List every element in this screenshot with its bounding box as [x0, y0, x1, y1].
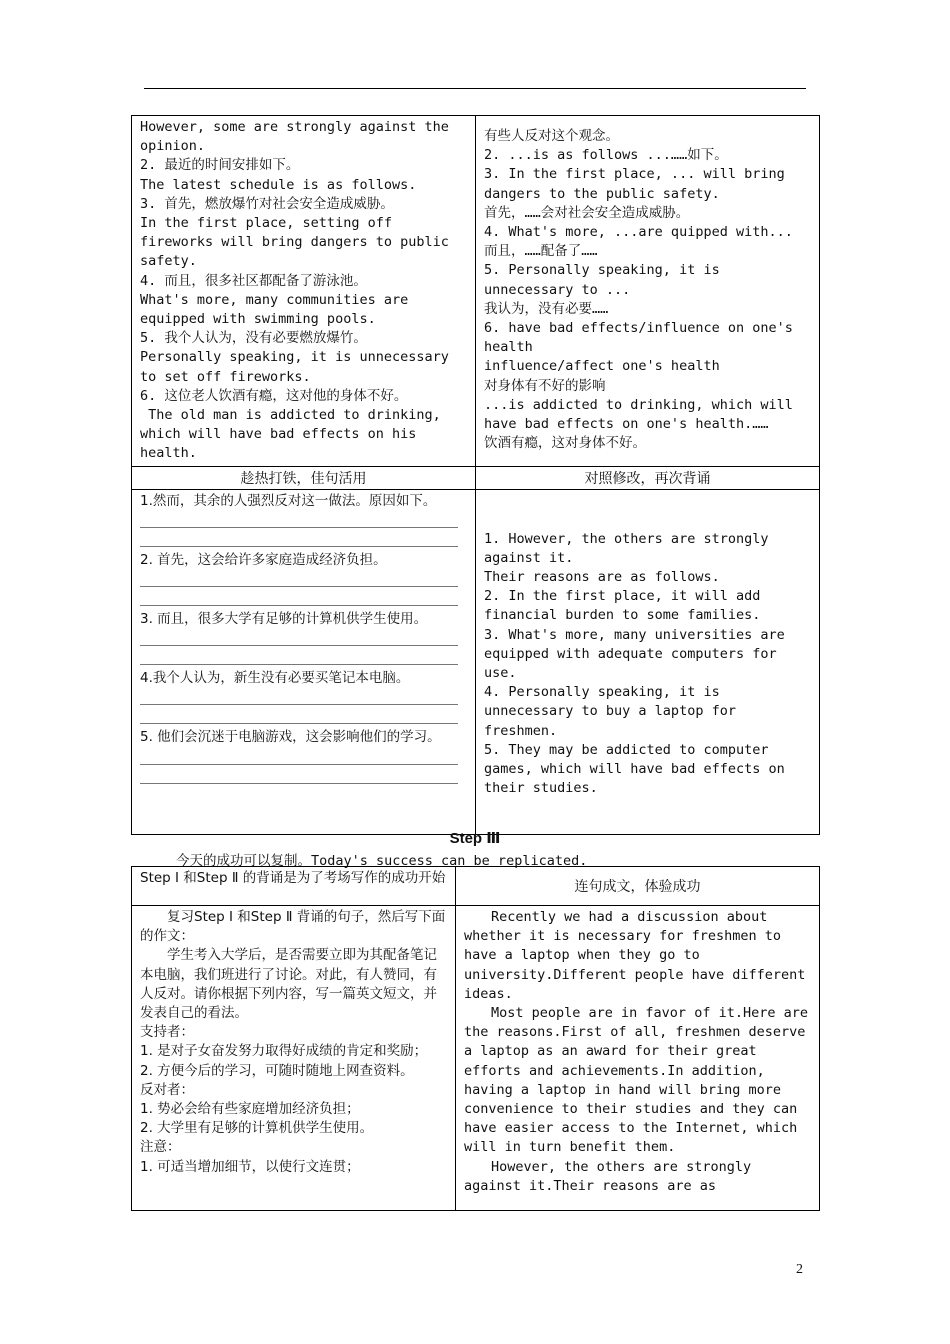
essay-paragraph-1: Recently we had a discussion about whether it is necessary for freshmen to have a laptop when they go to university.Different people have different ideas.: [464, 909, 814, 1002]
writing-intro: 复习Step Ⅰ 和Step Ⅱ 背诵的句子，然后写下面的作文：: [140, 909, 446, 945]
writing-task: 学生考入大学后，是否需要立即为其配备笔记本电脑，我们班进行了讨论。对此，有人赞同，有人反对。请你根据下列内容，写一篇英文短文，并发表自己的看法。: [140, 947, 437, 1022]
answer-line[interactable]: [140, 572, 458, 587]
phrases-left-cell: [132, 116, 476, 467]
header-rule: [144, 88, 806, 89]
phrases-right-text: 有些人反对这个观念。 2. ...is as follows ...……如下。 3. In the first place, ... will bring dangers to the public safety. 首先，……会对社会安全造成威胁。 4. What's more, ...are quipped with... 而且，……配备了…… 5. Personally speaking, it is unnecessary to ... 我认为，没有必要…… 6. have bad effects/influence on one's health influence/affect one's health 对身体有不好的影响 ...is addicted to drinking, which will have bad effects on one's health.…… 饮酒有瘾，这对身体不好。: [484, 128, 793, 452]
step-note: 今天的成功可以复制。Today's success can be replicated.: [176, 853, 588, 869]
header-practice: 趁热打铁，佳句活用: [132, 466, 476, 489]
answers-cell: [476, 489, 820, 834]
exercise-5: 5. 他们会沉迷于电脑游戏，这会影响他们的学习。: [140, 729, 441, 746]
answer-line[interactable]: [140, 513, 458, 528]
answer-line[interactable]: [140, 750, 458, 765]
answer-line[interactable]: [140, 709, 458, 724]
bottom-header-left-cell: [132, 867, 456, 906]
answer-line[interactable]: [140, 690, 458, 705]
writing-points: 支持者： 1. 是对子女奋发努力取得好成绩的肯定和奖励； 2. 方便今后的学习，可随时随地上网查资料。 反对者： 1. 势必会给有些家庭增加经济负担； 2. 大学里有足够的计算机供学生使用。 注意： 1. 可适当增加细节，以使行文连贯；: [140, 1024, 428, 1175]
writing-task-cell: [132, 906, 456, 1211]
exercise-cell: [132, 489, 476, 834]
answer-line[interactable]: [140, 532, 458, 547]
bottom-header-right-cell: [456, 867, 820, 906]
step-title: Step Ⅲ: [449, 830, 501, 847]
answer-line[interactable]: [140, 769, 458, 784]
top-table: [131, 115, 820, 835]
page-number: 2: [796, 1262, 803, 1277]
bottom-header-right: 连句成文，体验成功: [574, 879, 701, 895]
answer-line[interactable]: [140, 650, 458, 665]
answer-line[interactable]: [140, 591, 458, 606]
sample-essay-cell: [456, 906, 820, 1211]
bottom-table: [131, 866, 820, 1211]
phrases-left-text: However, some are strongly against the opinion. 2. 最近的时间安排如下。 The latest schedule is as follows. 3. 首先，燃放爆竹对社会安全造成威胁。 In the first place, setting off fireworks will bring dangers to public safety. 4. 而且，很多社区都配备了游泳池。 What's more, many communities are equipped with swimming pools. 5. 我个人认为，没有必要燃放爆竹。 Personally speaking, it is unnecessary to set off fireworks. 6. 这位老人饮酒有瘾，这对他的身体不好。 The old man is addicted to drinking, which will have bad effects on his health.: [140, 119, 449, 462]
essay-paragraph-3: However, the others are strongly against it.Their reasons are as: [464, 1158, 760, 1194]
exercise-4: 4.我个人认为，新生没有必要买笔记本电脑。: [140, 670, 410, 687]
essay-paragraph-2: Most people are in favor of it.Here are the reasons.First of all, freshmen deserve a laptop as an award for their great efforts and achievements.In addition, having a laptop in hand will bring more convenience to their studies and they can have easier access to the Internet, which will in turn benefit them.: [464, 1005, 817, 1156]
answers-text: 1. However, the others are strongly against it. Their reasons are as follows. 2. In the first place, it will add financial burden to some families. 3. What's more, many universities are equipped with adequate computers for use. 4. Personally speaking, it is unnecessary to buy a laptop for freshmen. 5. They may be addicted to computer games, which will have bad effects on their studies.: [484, 530, 785, 797]
exercise-2: 2. 首先，这会给许多家庭造成经济负担。: [140, 551, 387, 568]
header-review: 对照修改，再次背诵: [476, 466, 820, 489]
phrases-right-cell: [476, 116, 820, 467]
bottom-header-left: Step Ⅰ 和Step Ⅱ 的背诵是为了考场写作的成功开始: [140, 870, 446, 886]
exercise-3: 3. 而且，很多大学有足够的计算机供学生使用。: [140, 611, 428, 628]
answer-line[interactable]: [140, 631, 458, 646]
exercise-1: 1.然而，其余的人强烈反对这一做法。原因如下。: [140, 492, 437, 509]
